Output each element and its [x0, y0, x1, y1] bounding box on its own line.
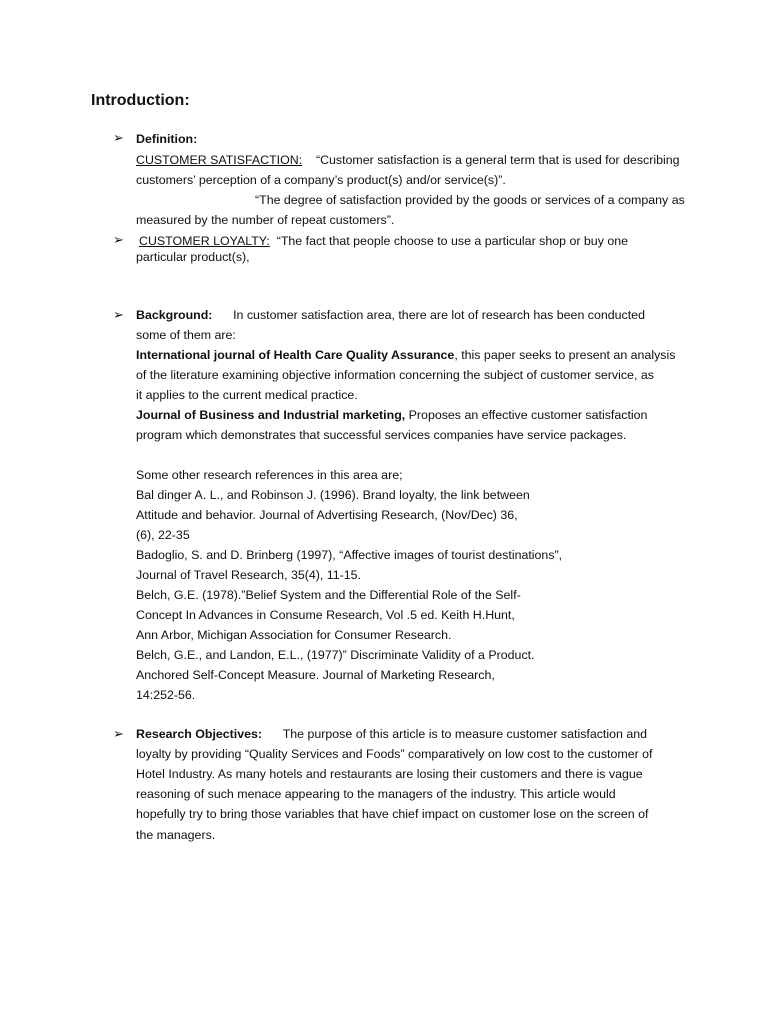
paragraph-line: Hotel Industry. As many hotels and restaurants are losing their customers and there is vague — [136, 767, 643, 781]
paragraph-line: the managers. — [136, 828, 216, 842]
reference-line: Badoglio, S. and D. Brinberg (1997), “Affective images of tourist destinations”, — [136, 548, 563, 562]
customer-loyalty-text: “The fact that people choose to use a particular shop or buy one — [276, 234, 629, 248]
customer-satisfaction-text: “Customer satisfaction is a general term that is used for describing — [315, 153, 680, 167]
arrow-bullet-icon: ➢ — [113, 726, 124, 741]
arrow-bullet-icon: ➢ — [113, 130, 124, 145]
customer-satisfaction-term: CUSTOMER SATISFACTION: — [136, 153, 303, 167]
reference-line: Attitude and behavior. Journal of Advertising Research, (Nov/Dec) 36, — [136, 508, 518, 522]
journal-1-title: International journal of Health Care Quality Assurance — [136, 348, 455, 362]
reference-line: Journal of Travel Research, 35(4), 11-15. — [136, 568, 361, 582]
reference-line: 14:252-56. — [136, 688, 196, 702]
reference-line: Anchored Self-Concept Measure. Journal of Marketing Research, — [136, 668, 495, 682]
customer-satisfaction-definition — [136, 152, 680, 168]
reference-line: Concept In Advances in Consume Research, Vol .5 ed. Keith H.Hunt, — [136, 608, 515, 622]
customer-loyalty-definition — [139, 233, 628, 249]
paragraph-line: hopefully try to bring those variables that have chief impact on customer lose on the screen of — [136, 807, 649, 821]
reference-line: Belch, G.E., and Landon, E.L., (1977)” Discriminate Validity of a Product. — [136, 648, 535, 662]
arrow-bullet-icon: ➢ — [113, 232, 124, 247]
background-text: In customer satisfaction area, there are lot of research has been conducted — [233, 308, 645, 322]
customer-loyalty-term: CUSTOMER LOYALTY: — [139, 234, 270, 248]
background-label: Background: — [136, 308, 213, 322]
section-heading: Introduction: — [91, 92, 190, 109]
reference-line: Some other research references in this area are; — [136, 468, 403, 482]
paragraph-line: measured by the number of repeat customers”. — [136, 213, 395, 227]
objectives-label: Research Objectives: — [136, 727, 263, 741]
paragraph-line: program which demonstrates that successful services companies have service packages. — [136, 428, 627, 442]
reference-line: Bal dinger A. L., and Robinson J. (1996). Brand loyalty, the link between — [136, 488, 530, 502]
paragraph-line: “The degree of satisfaction provided by the goods or services of a company as — [255, 193, 685, 207]
paragraph-line: loyalty by providing “Quality Services and Foods” comparatively on low cost to the customer of — [136, 747, 653, 761]
journal-1-line — [136, 347, 675, 363]
journal-2-title: Journal of Business and Industrial marketing, — [136, 408, 406, 422]
paragraph-line: particular product(s), — [136, 250, 250, 264]
paragraph-line: some of them are: — [136, 328, 236, 342]
definition-label: Definition: — [136, 132, 198, 146]
journal-2-line — [136, 407, 647, 423]
paragraph-line: it applies to the current medical practice. — [136, 388, 358, 402]
objectives-intro — [136, 726, 647, 742]
objectives-text: The purpose of this article is to measure customer satisfaction and — [282, 727, 648, 741]
journal-1-text: , this paper seeks to present an analysis — [454, 348, 676, 362]
reference-line: Ann Arbor, Michigan Association for Consumer Research. — [136, 628, 452, 642]
journal-2-text: Proposes an effective customer satisfaction — [405, 408, 648, 422]
reference-line: Belch, G.E. (1978).”Belief System and the Differential Role of the Self- — [136, 588, 521, 602]
paragraph-line: customers’ perception of a company’s product(s) and/or service(s)”. — [136, 173, 506, 187]
paragraph-line: of the literature examining objective information concerning the subject of customer service, as — [136, 368, 654, 382]
reference-line: (6), 22-35 — [136, 528, 190, 542]
arrow-bullet-icon: ➢ — [113, 307, 124, 322]
background-intro — [136, 307, 645, 323]
paragraph-line: reasoning of such menace appearing to the managers of the industry. This article would — [136, 787, 616, 801]
